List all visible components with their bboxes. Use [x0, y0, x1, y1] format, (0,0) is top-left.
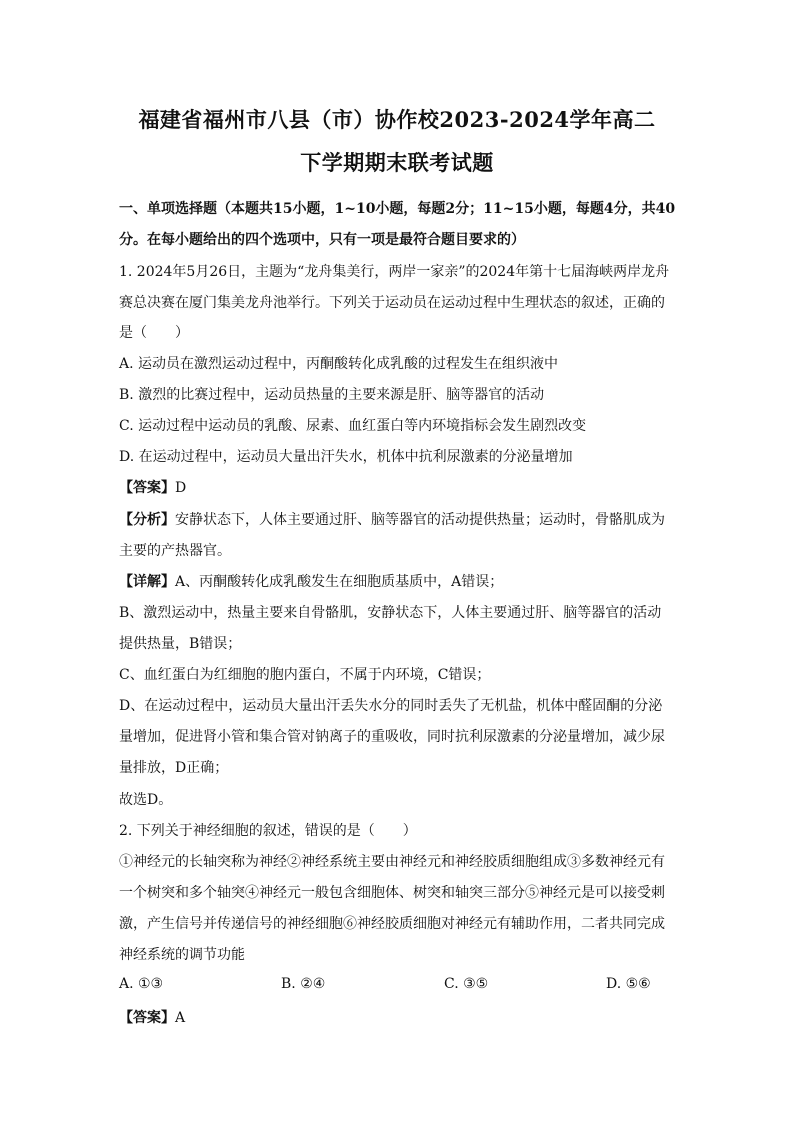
q1-detail-label: 【详解】 — [119, 574, 175, 590]
q1-answer-label: 【答案】 — [119, 480, 175, 496]
q1-detail-text1: A、丙酮酸转化成乳酸发生在细胞质基质中，A错误； — [175, 574, 504, 590]
q1-detail-line7: 量排放，D正确； — [119, 760, 229, 776]
q1-analysis-text1: 安静状态下，人体主要通过肝、脑等器官的活动提供热量；运动时，骨骼肌成为 — [175, 512, 665, 528]
q1-answer-value: D — [175, 480, 187, 496]
q2-answer — [119, 1007, 719, 1027]
q1-analysis-label: 【分析】 — [119, 512, 175, 528]
q2-stem-line4: 激，产生信号并传递信号的神经细胞⑥神经胶质细胞对神经元有辅助作用，二者共同完成 — [119, 916, 665, 932]
q2-stem-line5: 神经系统的调节功能 — [119, 947, 245, 963]
q1-detail-line8: 故选D。 — [119, 792, 173, 808]
q1-option-a: A. 运动员在激烈运动过程中，丙酮酸转化成乳酸的过程发生在组织液中 — [119, 356, 559, 372]
q1-detail-line6: 量增加，促进肾小管和集合管对钠离子的重吸收，同时抗利尿激素的分泌量增加，减少尿 — [119, 729, 665, 745]
q2-answer-label: 【答案】 — [119, 1010, 175, 1026]
document-title-line1: 福建省福州市八县（市）协作校2023-2024学年高二 — [138, 107, 656, 132]
q1-stem-line2: 赛总决赛在厦门集美龙舟池举行。下列关于运动员在运动过程中生理状态的叙述，正确的 — [119, 295, 665, 311]
q1-answer — [119, 477, 719, 497]
section-header-line1: 一、单项选择题（本题共15小题，1~10小题，每题2分；11~15小题，每题4分，共40 — [119, 201, 676, 217]
document-title-line2: 下学期期末联考试题 — [300, 150, 494, 175]
q2-stem-line2: ①神经元的长轴突称为神经②神经系统主要由神经元和神经胶质细胞组成③多数神经元有 — [119, 854, 665, 870]
q1-analysis-line1 — [119, 509, 719, 529]
q1-option-c: C. 运动过程中运动员的乳酸、尿素、血红蛋白等内环境指标会发生剧烈改变 — [119, 418, 587, 434]
q1-option-d: D. 在运动过程中，运动员大量出汗失水，机体中抗利尿激素的分泌量增加 — [119, 449, 573, 465]
q1-stem-line3: 是（ ） — [119, 325, 189, 341]
q1-detail-line5: D、在运动过程中，运动员大量出汗丢失水分的同时丢失了无机盐，机体中醛固酮的分泌 — [119, 698, 663, 714]
q2-option-b: B. ②④ — [281, 976, 326, 992]
q1-detail-line3: 提供热量，B错误； — [119, 636, 242, 652]
q2-option-d: D. ⑤⑥ — [606, 976, 651, 992]
q1-analysis-line2: 主要的产热器官。 — [119, 543, 231, 559]
q1-detail-line1 — [119, 571, 719, 591]
q2-option-c: C. ③⑤ — [444, 976, 489, 992]
q2-option-a: A. ①③ — [119, 976, 164, 992]
q1-detail-line4: C、血红蛋白为红细胞的胞内蛋白，不属于内环境，C错误； — [119, 667, 491, 683]
q2-answer-value: A — [175, 1010, 186, 1026]
q1-stem-line1: 1. 2024年5月26日，主题为“龙舟集美行，两岸一家亲”的2024年第十七届海峡两岸龙舟 — [119, 264, 670, 280]
q1-detail-line2: B、激烈运动中，热量主要来自骨骼肌，安静状态下，人体主要通过肝、脑等器官的活动 — [119, 605, 662, 621]
q1-option-b: B. 激烈的比赛过程中，运动员热量的主要来源是肝、脑等器官的活动 — [119, 387, 545, 403]
q2-stem-line1: 2. 下列关于神经细胞的叙述，错误的是（ ） — [119, 823, 417, 839]
section-header-line2: 分。在每小题给出的四个选项中，只有一项是最符合题目要求的） — [119, 232, 525, 248]
q2-stem-line3: 一个树突和多个轴突④神经元一般包含细胞体、树突和轴突三部分⑤神经元是可以接受刺 — [119, 885, 665, 901]
